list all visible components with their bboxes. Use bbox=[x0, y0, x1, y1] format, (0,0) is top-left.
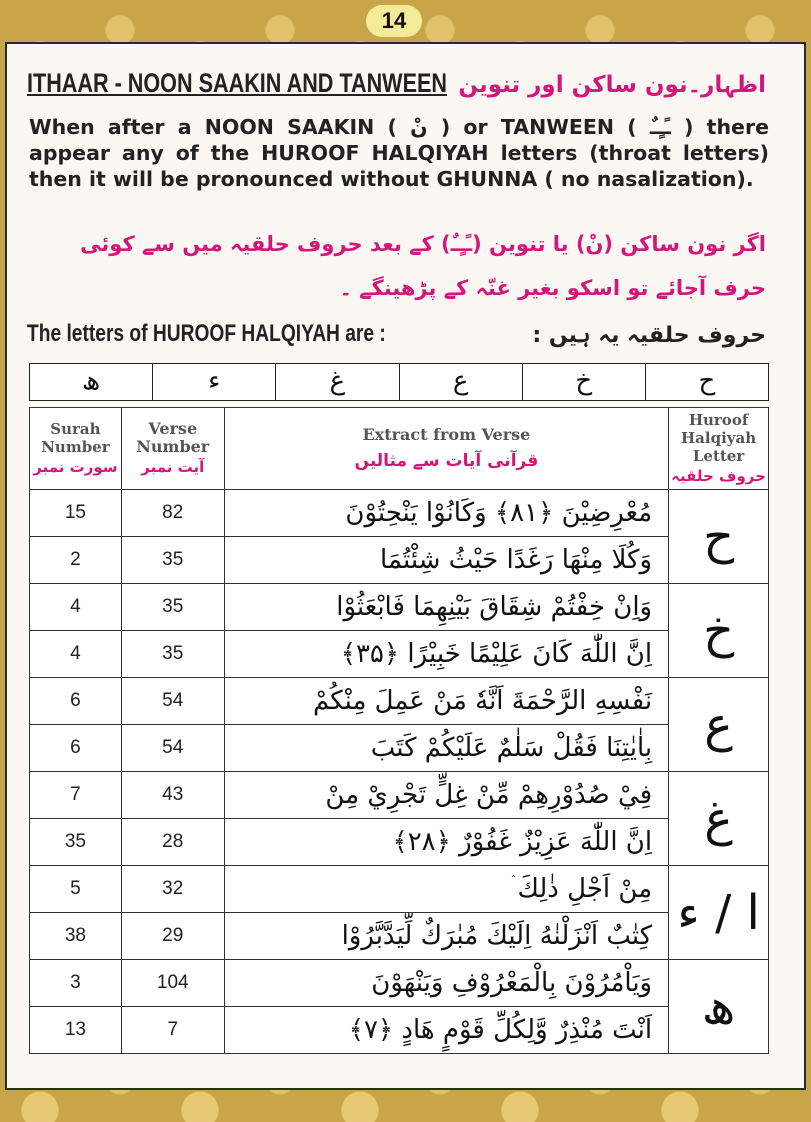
verse-extract-cell: اَنْتَ مُنْذِرٌ وَّلِكُلِّ قَوْمٍ هَادٍ ﴿۷﴾ bbox=[224, 1007, 668, 1054]
verse-extract-cell: كِتٰبٌ اَنْزَلْنٰهُ اِلَيْكَ مُبٰرَكٌ لِّيَدَّبَّرُوْا bbox=[224, 913, 668, 960]
verse-number-cell: 82 bbox=[121, 490, 224, 537]
verse-number-cell: 28 bbox=[121, 819, 224, 866]
verse-extract-cell: فِيْ صُدُوْرِهِمْ مِّنْ غِلٍّ تَجْرِيْ مِنْ bbox=[224, 772, 668, 819]
letters-strip bbox=[29, 363, 769, 401]
verse-number-cell: 35 bbox=[121, 584, 224, 631]
table-row bbox=[30, 1007, 769, 1054]
page-number: 14 bbox=[366, 5, 422, 37]
verse-extract-cell: وَاِنْ خِفْتُمْ شِقَاقَ بَيْنِهِمَا فَابْعَثُوْا bbox=[224, 584, 668, 631]
surah-number-cell: 2 bbox=[30, 537, 122, 584]
group-letter-cell: خ bbox=[669, 584, 769, 678]
title-english: ITHAAR - NOON SAAKIN AND TANWEEN bbox=[27, 68, 447, 98]
letter-header bbox=[669, 408, 769, 490]
verse-extract-cell: مِنْ اَجْلِ ذٰلِكَ ۛ bbox=[224, 866, 668, 913]
surah-number-cell: 7 bbox=[30, 772, 122, 819]
surah-number-cell: 6 bbox=[30, 678, 122, 725]
surah-number-cell: 38 bbox=[30, 913, 122, 960]
letter-header-en: Huroof Halqiyah Letter bbox=[681, 410, 757, 465]
table-row bbox=[30, 631, 769, 678]
letter-header-ur: حروف حلقیہ bbox=[671, 466, 766, 485]
surah-header-ur: سورت نمبر bbox=[33, 457, 118, 476]
table-row bbox=[30, 819, 769, 866]
content-panel bbox=[5, 42, 806, 1090]
surah-number-cell: 6 bbox=[30, 725, 122, 772]
table-row bbox=[30, 725, 769, 772]
intro-urdu: اگر نون ساکن (نْ) یا تنوین (ـًـٍـٌ) کے بعد حروف حلقیہ میں سے کوئی حرف آجائے تو اسکو بغیر غنّہ کے پڑھینگے ۔ bbox=[80, 232, 766, 300]
verse-header bbox=[121, 408, 224, 490]
table-row bbox=[30, 960, 769, 1007]
surah-number-cell: 4 bbox=[30, 584, 122, 631]
table-row bbox=[30, 584, 769, 631]
verse-extract-cell: اِنَّ اللّٰهَ عَزِيْزٌ غَفُوْرٌ ﴿۲۸﴾ bbox=[224, 819, 668, 866]
table-row bbox=[30, 490, 769, 537]
verse-number-cell: 54 bbox=[121, 725, 224, 772]
verse-extract-cell: اِنَّ اللّٰهَ كَانَ عَلِيْمًا خَبِيْرًا ﴿۳۵﴾ bbox=[224, 631, 668, 678]
letter-cell: خ bbox=[522, 364, 645, 400]
letter-cell: ح bbox=[645, 364, 768, 400]
surah-number-cell: 3 bbox=[30, 960, 122, 1007]
verse-number-cell: 104 bbox=[121, 960, 224, 1007]
table-row bbox=[30, 913, 769, 960]
table-row bbox=[30, 537, 769, 584]
verse-number-cell: 35 bbox=[121, 631, 224, 678]
verse-number-cell: 43 bbox=[121, 772, 224, 819]
group-letter-cell: ا / ء bbox=[669, 866, 769, 960]
surah-number-cell: 4 bbox=[30, 631, 122, 678]
table-row bbox=[30, 772, 769, 819]
verse-number-cell: 7 bbox=[121, 1007, 224, 1054]
surah-number-cell: 15 bbox=[30, 490, 122, 537]
extract-header-ur: قرآنی آیات سے مثالیں bbox=[354, 450, 539, 471]
letters-heading-urdu: حروف حلقیہ یہ ہیں : bbox=[532, 323, 766, 348]
verse-number-cell: 54 bbox=[121, 678, 224, 725]
intro-english: When after a NOON SAAKIN ( نْ ) or TANWEEN ( ـًـٍـٌ ) there appear any of the HUROOF HALQIYAH letters (throat letters) then it will be pronounced without GHUNNA ( no nasalization). bbox=[29, 115, 769, 191]
extract-header bbox=[224, 408, 668, 490]
examples-table bbox=[29, 407, 769, 1054]
group-letter-cell: ح bbox=[669, 490, 769, 584]
verse-extract-cell: بِاٰيٰتِنَا فَقُلْ سَلٰمٌ عَلَيْكُمْ كَتَبَ bbox=[224, 725, 668, 772]
letters-heading-english: The letters of HUROOF HALQIYAH are : bbox=[27, 320, 386, 347]
title-urdu: اظہار۔نون ساکن اور تنوین bbox=[458, 72, 766, 98]
letter-cell: غ bbox=[275, 364, 398, 400]
verse-extract-cell: وَيَاْمُرُوْنَ بِالْمَعْرُوْفِ وَيَنْهَوْنَ bbox=[224, 960, 668, 1007]
letter-cell: ء bbox=[152, 364, 275, 400]
verse-header-ur: آیت نمبر bbox=[141, 457, 205, 476]
group-letter-cell: ع bbox=[669, 678, 769, 772]
verse-extract-cell: نَفْسِهِ الرَّحْمَةَ اَنَّهٗ مَنْ عَمِلَ مِنْكُمْ bbox=[224, 678, 668, 725]
table-row bbox=[30, 866, 769, 913]
group-letter-cell: ھ bbox=[669, 960, 769, 1054]
verse-number-cell: 29 bbox=[121, 913, 224, 960]
group-letter-cell: غ bbox=[669, 772, 769, 866]
surah-header bbox=[30, 408, 122, 490]
surah-number-cell: 5 bbox=[30, 866, 122, 913]
extract-header-en: Extract from Verse bbox=[362, 424, 531, 444]
surah-header-en: Surah Number bbox=[41, 419, 110, 456]
letter-cell: ع bbox=[399, 364, 522, 400]
letter-cell: ھ bbox=[82, 366, 101, 396]
verse-extract-cell: وَكُلَا مِنْهَا رَغَدًا حَيْثُ شِئْتُمَا bbox=[224, 537, 668, 584]
verse-number-cell: 32 bbox=[121, 866, 224, 913]
verse-extract-cell: مُعْرِضِیْنَ ﴿۸۱﴾ وَكَانُوْا يَنْحِتُوْنَ bbox=[224, 490, 668, 537]
verse-header-en: Verse Number bbox=[136, 418, 210, 456]
table-row bbox=[30, 678, 769, 725]
surah-number-cell: 35 bbox=[30, 819, 122, 866]
table-body bbox=[30, 490, 769, 1054]
surah-number-cell: 13 bbox=[30, 1007, 122, 1054]
verse-number-cell: 35 bbox=[121, 537, 224, 584]
